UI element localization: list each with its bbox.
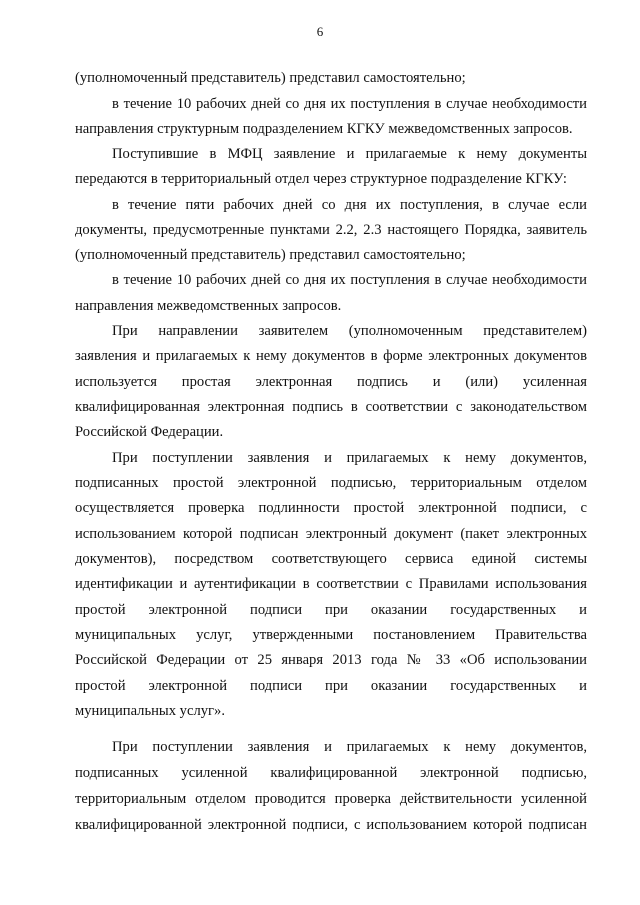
text-line: Поступившие в МФЦ заявление и прилагаемые к нему документы bbox=[112, 146, 587, 162]
text-line: территориальным отделом проводится проверка действительности усиленной bbox=[75, 791, 587, 807]
text-line: направления структурным подразделением КГКУ межведомственных запросов. bbox=[75, 121, 573, 137]
text-line: При направлении заявителем (уполномоченным представителем) bbox=[112, 323, 587, 339]
text-line: простой электронной подписи при оказании государственных и bbox=[75, 602, 587, 618]
text-line: заявления и прилагаемых к нему документов в форме электронных документов bbox=[75, 348, 587, 364]
text-line: квалифицированная электронная подпись в соответствии с законодательством bbox=[75, 399, 587, 415]
text-line: (уполномоченный представитель) представил самостоятельно; bbox=[75, 70, 466, 86]
text-line: Российской Федерации. bbox=[75, 424, 224, 440]
text-line: в течение 10 рабочих дней со дня их поступления в случае необходимости bbox=[112, 96, 587, 112]
text-line: простой электронной подписи при оказании государственных и bbox=[75, 678, 587, 694]
text-line: подписанных простой электронной подписью, территориальным отделом bbox=[75, 475, 587, 491]
text-line: При поступлении заявления и прилагаемых к нему документов, bbox=[112, 450, 587, 466]
text-line: Российской Федерации от 25 января 2013 года № 33 «Об использовании bbox=[75, 652, 587, 668]
text-line: использованием которой подписан электронный документ (пакет электронных bbox=[75, 526, 587, 542]
text-line: муниципальных услуг, утвержденными постановлением Правительства bbox=[75, 627, 587, 643]
text-line: в течение пяти рабочих дней со дня их поступления, в случае если bbox=[112, 197, 587, 213]
text-line: передаются в территориальный отдел через структурное подразделение КГКУ: bbox=[75, 171, 567, 187]
text-line: квалифицированной электронной подписи, с использованием которой подписан bbox=[75, 817, 587, 833]
text-line: подписанных усиленной квалифицированной электронной подписью, bbox=[75, 765, 587, 781]
text-line: документов), посредством соответствующего сервиса единой системы bbox=[75, 551, 587, 567]
text-line: идентификации и аутентификации в соответствии с Правилами использования bbox=[75, 576, 587, 592]
text-line: муниципальных услуг». bbox=[75, 703, 225, 719]
text-line: направления межведомственных запросов. bbox=[75, 298, 342, 314]
text-line: При поступлении заявления и прилагаемых к нему документов, bbox=[112, 739, 587, 755]
text-line: используется простая электронная подпись и (или) усиленная bbox=[75, 374, 587, 390]
text-line: осуществляется проверка подлинности простой электронной подписи, с bbox=[75, 500, 587, 516]
text-line: (уполномоченный представитель) представил самостоятельно; bbox=[75, 247, 466, 263]
page-number: 6 bbox=[316, 24, 324, 39]
text-line: в течение 10 рабочих дней со дня их поступления в случае необходимости bbox=[112, 272, 587, 288]
text-line: документы, предусмотренные пунктами 2.2, 2.3 настоящего Порядка, заявитель bbox=[75, 222, 587, 238]
